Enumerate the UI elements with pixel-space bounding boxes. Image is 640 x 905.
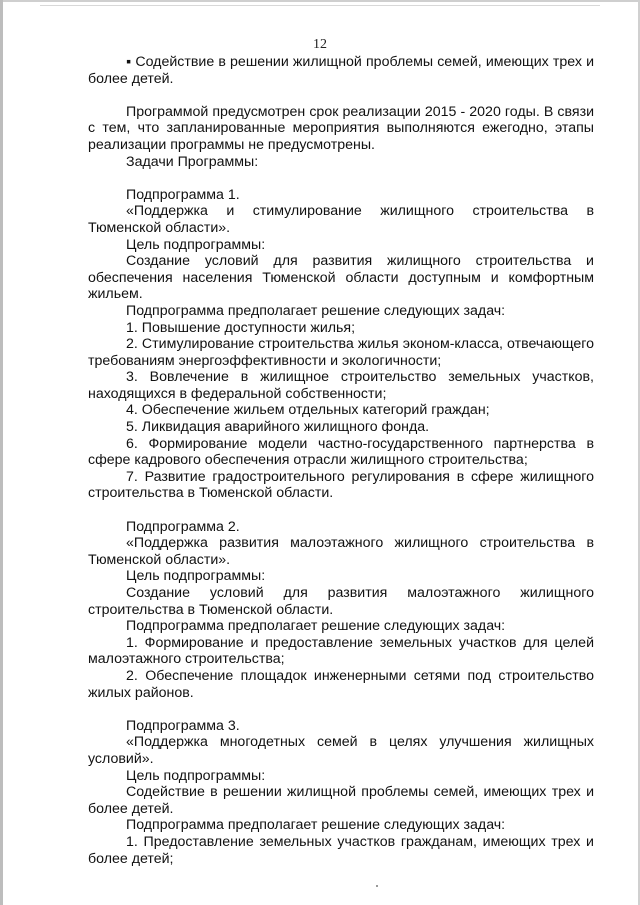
paragraph: Подпрограмма 2.: [126, 518, 240, 535]
paragraph: Подпрограмма 1.: [126, 186, 240, 203]
paragraph-gap: [88, 701, 594, 718]
scan-edge-top-line: [40, 5, 600, 6]
paragraph: Цель подпрограммы:: [126, 767, 266, 784]
paragraph: 2. Стимулирование строительства жилья эконом-класса, отвечающего требованиям энергоэффективности и экологичности;: [88, 336, 594, 369]
paragraph: Подпрограмма предполагает решение следующих задач:: [126, 302, 506, 319]
paragraph: Подпрограмма 3.: [126, 717, 240, 734]
scan-edge-left: [0, 0, 3, 905]
paragraph: 4. Обеспечение жильем отдельных категорий граждан;: [126, 402, 490, 419]
paragraph-gap: [88, 170, 594, 187]
paragraph-gap: [88, 502, 594, 519]
paragraph: 1. Формирование и предоставление земельных участков для целей малоэтажного строительства;: [88, 634, 594, 668]
paragraph: Содействие в решении жилищной проблемы семей, имеющих трех и более детей.: [88, 784, 594, 817]
scan-edge-top: [0, 0, 640, 2]
paragraph: «Поддержка и стимулирование жилищного строительства в Тюменской области».: [88, 203, 594, 236]
paragraph: 1. Предоставление земельных участков гражданам, имеющих трех и более детей;: [88, 833, 594, 867]
page-number: 12: [313, 37, 327, 52]
paragraph: Задачи Программы:: [126, 153, 259, 170]
paragraph: Программой предусмотрен срок реализации 2015 - 2020 годы. В связи с тем, что запланированные мероприятия выполняются ежегодно, этапы реализации программы не предусмотрены.: [88, 103, 594, 153]
paragraph: 7. Развитие градостроительного регулирования в сфере жилищного строительства в Тюменской области.: [88, 468, 594, 502]
paragraph: Подпрограмма предполагает решение следующих задач:: [126, 817, 506, 834]
paragraph: Создание условий для развития малоэтажного жилищного строительства в Тюменской области.: [88, 585, 594, 618]
paragraph-gap: [88, 87, 594, 104]
paragraph: Создание условий для развития жилищного строительства и обеспечения населения Тюменской области доступным и комфортным жильем.: [88, 253, 594, 303]
paragraph: «Поддержка развития малоэтажного жилищного строительства в Тюменской области».: [88, 535, 594, 568]
paragraph: ▪ Содействие в решении жилищной проблемы семей, имеющих трех и более детей.: [88, 54, 594, 87]
paragraph: Цель подпрограммы:: [126, 568, 266, 585]
paragraph: 5. Ликвидация аварийного жилищного фонда.: [126, 419, 430, 436]
scan-speck: [376, 885, 378, 887]
paragraph: «Поддержка многодетных семей в целях улучшения жилищных условий».: [88, 734, 594, 767]
document-body: [88, 54, 594, 867]
paragraph: 1. Повышение доступности жилья;: [126, 319, 356, 336]
paragraph: Подпрограмма предполагает решение следующих задач:: [126, 618, 506, 635]
paragraph: 2. Обеспечение площадок инженерными сетями под строительство жилых районов.: [88, 667, 594, 701]
paragraph: 3. Вовлечение в жилищное строительство земельных участков, находящихся в федеральной собственности;: [88, 369, 594, 402]
paragraph: 6. Формирование модели частно-государственного партнерства в сфере кадрового обеспечения отрасли жилищного строительства;: [88, 435, 594, 469]
paragraph: Цель подпрограммы:: [126, 236, 266, 253]
